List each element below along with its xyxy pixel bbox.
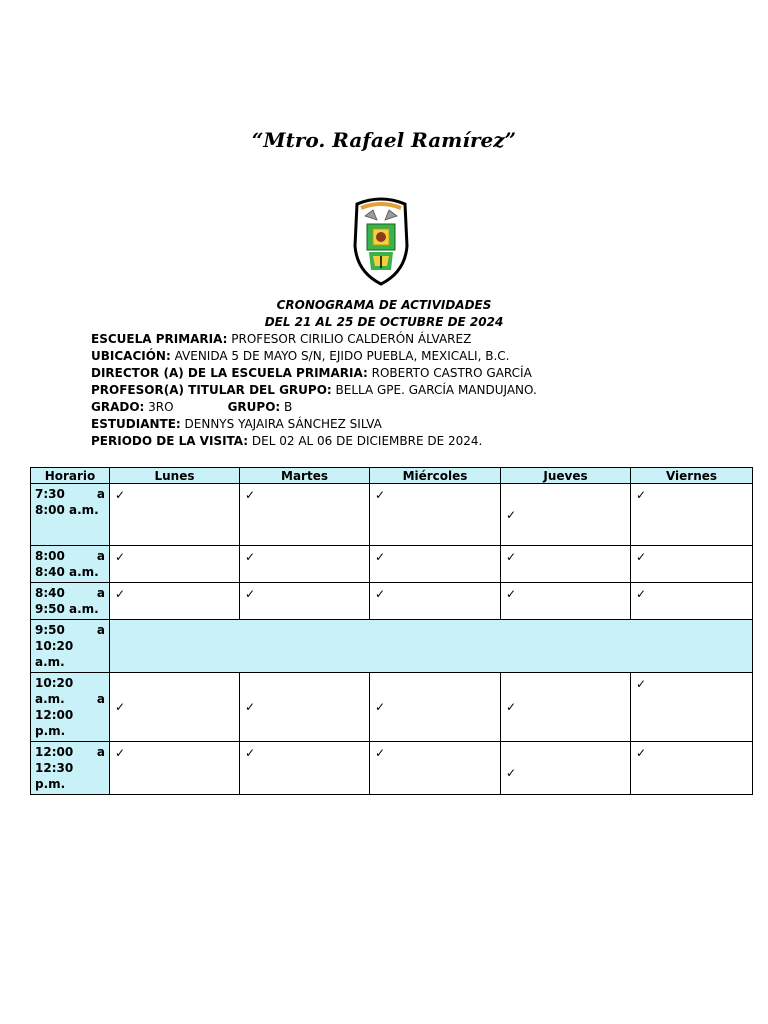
grupo-field <box>228 399 293 416</box>
time-cell: 8:00 a 8:40 a.m. <box>31 546 110 583</box>
periodo-label: PERIODO DE LA VISITA: <box>91 434 249 448</box>
schedule-cell <box>370 546 501 583</box>
check-icon: ✓ <box>636 488 647 502</box>
header-miercoles: Miércoles <box>370 468 501 484</box>
ubicacion-value: AVENIDA 5 DE MAYO S/N, EJIDO PUEBLA, MEXICALI, B.C. <box>170 349 510 363</box>
schedule-cell <box>110 673 240 742</box>
profesor-value: BELLA GPE. GARCÍA MANDUJANO. <box>331 383 537 397</box>
schedule-cell <box>240 673 370 742</box>
director-value: ROBERTO CASTRO GARCÍA <box>367 366 532 380</box>
schedule-cell <box>110 484 240 546</box>
schedule-cell <box>110 742 240 795</box>
schedule-cell <box>370 673 501 742</box>
profesor-label: PROFESOR(A) TITULAR DEL GRUPO: <box>91 383 332 397</box>
check-icon: ✓ <box>115 488 126 502</box>
school-title: “Mtro. Rafael Ramírez” <box>251 128 517 152</box>
estudiante-row <box>91 416 537 433</box>
recess-cell <box>110 620 753 673</box>
check-icon: ✓ <box>375 488 386 502</box>
check-icon: ✓ <box>506 550 517 564</box>
director-label: DIRECTOR (A) DE LA ESCUELA PRIMARIA: <box>91 366 368 380</box>
schedule-cell <box>501 484 631 546</box>
check-icon: ✓ <box>506 700 517 714</box>
table-row <box>31 742 753 795</box>
grado-value: 3RO <box>144 400 174 414</box>
schedule-cell <box>501 673 631 742</box>
profesor-row <box>91 382 537 399</box>
check-icon: ✓ <box>636 550 647 564</box>
schedule-cell <box>631 546 753 583</box>
escuela-value: PROFESOR CIRILIO CALDERÓN ÁLVAREZ <box>227 332 472 346</box>
schedule-cell <box>501 742 631 795</box>
header-viernes: Viernes <box>631 468 753 484</box>
header-martes: Martes <box>240 468 370 484</box>
ubicacion-row <box>91 348 537 365</box>
cronograma-heading <box>0 297 768 331</box>
school-seal-logo <box>351 196 411 286</box>
table-row <box>31 546 753 583</box>
schedule-cell <box>501 583 631 620</box>
check-icon: ✓ <box>375 746 386 760</box>
schedule-header-row <box>31 468 753 484</box>
check-icon: ✓ <box>245 700 256 714</box>
cronograma-dates: DEL 21 AL 25 DE OCTUBRE DE 2024 <box>264 315 504 329</box>
check-icon: ✓ <box>636 746 647 760</box>
time-cell: 10:20 a.m. a 12:00 p.m. <box>31 673 110 742</box>
schedule-cell <box>631 742 753 795</box>
schedule-cell <box>631 583 753 620</box>
schedule-cell <box>501 546 631 583</box>
time-cell: 9:50 a 10:20 a.m. <box>31 620 110 673</box>
schedule-cell <box>370 742 501 795</box>
header-jueves: Jueves <box>501 468 631 484</box>
schedule-cell <box>110 583 240 620</box>
header-horario: Horario <box>31 468 110 484</box>
schedule-cell <box>370 583 501 620</box>
check-icon: ✓ <box>506 766 517 780</box>
check-icon: ✓ <box>245 550 256 564</box>
time-cell: 8:40 a 9:50 a.m. <box>31 583 110 620</box>
check-icon: ✓ <box>115 550 126 564</box>
ubicacion-label: UBICACIÓN: <box>91 349 171 363</box>
check-icon: ✓ <box>245 746 256 760</box>
table-row <box>31 620 753 673</box>
time-cell: 12:00 a 12:30 p.m. <box>31 742 110 795</box>
check-icon: ✓ <box>115 746 126 760</box>
check-icon: ✓ <box>115 587 126 601</box>
check-icon: ✓ <box>506 587 517 601</box>
schedule-table <box>30 467 753 795</box>
schedule-cell <box>240 583 370 620</box>
schedule-cell <box>631 484 753 546</box>
check-icon: ✓ <box>375 700 386 714</box>
check-icon: ✓ <box>245 587 256 601</box>
schedule-cell <box>240 742 370 795</box>
schedule-cell <box>240 546 370 583</box>
check-icon: ✓ <box>375 587 386 601</box>
time-cell: 7:30 a 8:00 a.m. <box>31 484 110 546</box>
grado-label: GRADO: <box>91 400 145 414</box>
check-icon: ✓ <box>245 488 256 502</box>
schedule-cell <box>370 484 501 546</box>
periodo-value: DEL 02 AL 06 DE DICIEMBRE DE 2024. <box>248 434 483 448</box>
escuela-row <box>91 331 537 348</box>
schedule-cell <box>240 484 370 546</box>
check-icon: ✓ <box>506 507 517 522</box>
director-row <box>91 365 537 382</box>
table-row <box>31 484 753 546</box>
check-icon: ✓ <box>375 550 386 564</box>
table-row <box>31 673 753 742</box>
grado-grupo-row <box>91 399 537 416</box>
grupo-label: GRUPO: <box>227 400 281 414</box>
schedule-cell <box>110 546 240 583</box>
estudiante-label: ESTUDIANTE: <box>91 417 181 431</box>
header-lunes: Lunes <box>110 468 240 484</box>
check-icon: ✓ <box>636 587 647 601</box>
grupo-value: B <box>280 400 293 414</box>
escuela-label: ESCUELA PRIMARIA: <box>91 332 228 346</box>
table-row <box>31 583 753 620</box>
check-icon: ✓ <box>636 677 647 691</box>
school-info-block <box>91 331 537 450</box>
check-icon: ✓ <box>115 700 126 714</box>
periodo-row <box>91 433 537 450</box>
cronograma-title: CRONOGRAMA DE ACTIVIDADES <box>276 298 492 312</box>
estudiante-value: DENNYS YAJAIRA SÁNCHEZ SILVA <box>180 417 382 431</box>
schedule-cell <box>631 673 753 742</box>
